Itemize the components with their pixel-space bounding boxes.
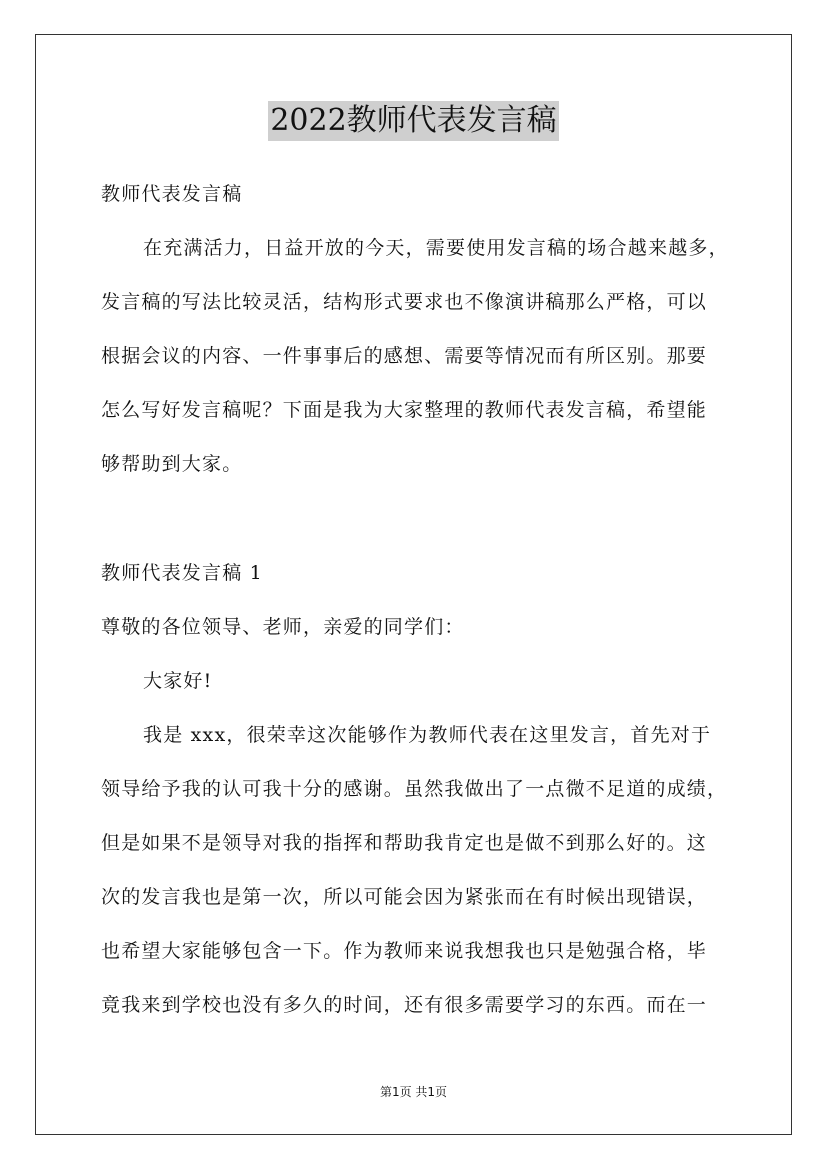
intro-line: 根据会议的内容、一件事事后的感想、需要等情况而有所区别。那要 xyxy=(101,345,708,367)
intro-line: 发言稿的写法比较灵活，结构形式要求也不像演讲稿那么严格，可以 xyxy=(101,291,708,313)
intro-line: 怎么写好发言稿呢？下面是我为大家整理的教师代表发言稿，希望能 xyxy=(101,399,708,421)
title-container xyxy=(0,101,827,141)
salutation: 尊敬的各位领导、老师，亲爱的同学们： xyxy=(101,616,465,638)
body-line: 也希望大家能够包含一下。作为教师来说我想我也只是勉强合格，毕 xyxy=(101,940,708,962)
page-footer: 第1页 共1页 xyxy=(379,1085,448,1099)
body-line: 领导给予我的认可我十分的感谢。虽然我做出了一点微不足道的成绩， xyxy=(101,778,728,800)
body-line: 竟我来到学校也没有多久的时间，还有很多需要学习的东西。而在一 xyxy=(101,994,708,1016)
body-line: 但是如果不是领导对我的指挥和帮助我肯定也是做不到那么好的。这 xyxy=(101,832,708,854)
intro-line: 够帮助到大家。 xyxy=(101,453,243,475)
document-title: 2022教师代表发言稿 xyxy=(268,101,558,141)
body-line: 次的发言我也是第一次，所以可能会因为紧张而在有时候出现错误， xyxy=(101,886,708,908)
greeting: 大家好! xyxy=(143,670,213,692)
body-line: 我是 xxx，很荣幸这次能够作为教师代表在这里发言，首先对于 xyxy=(143,724,712,746)
document-heading: 教师代表发言稿 xyxy=(101,183,243,205)
intro-line: 在充满活力，日益开放的今天，需要使用发言稿的场合越来越多， xyxy=(143,237,729,259)
section-heading: 教师代表发言稿 1 xyxy=(101,562,263,584)
